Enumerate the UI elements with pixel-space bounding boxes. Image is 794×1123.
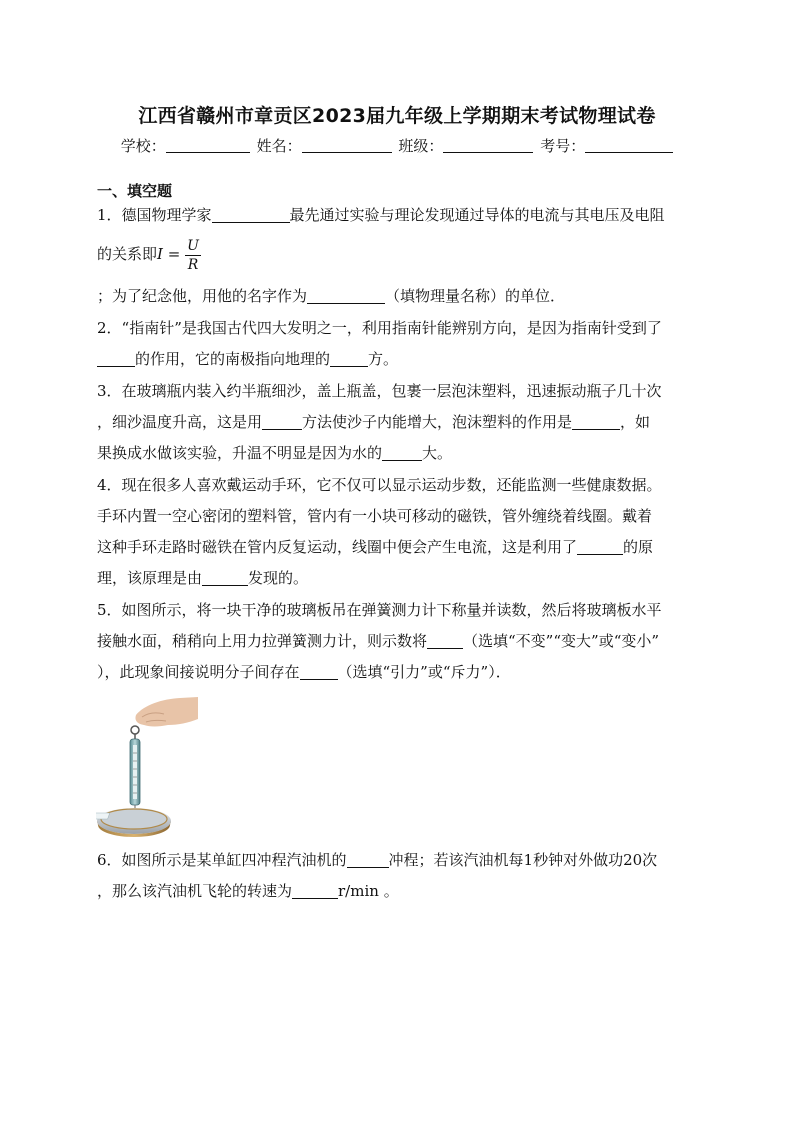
question-3: 3．在玻璃瓶内装入约半瓶细沙，盖上瓶盖，包裹一层泡沫塑料，迅速振动瓶子几十次 ，细沙温度升高，这是用 方法使沙子内能增大，泡沫塑料的作用是 ，如 果换成水做该实验，升温不明显是因为水的 大。: [97, 382, 662, 462]
question-1: 1．德国物理学家 最先通过实验与理论发现通过导体的电流与其电压及电阻 的关系即I = $\frac{U}{R}$ ；为了纪念他，用他的名字作为 （填物理量名称）的单位．: [97, 206, 665, 305]
q2-blank-1[interactable]: [97, 350, 135, 367]
q3-blank-2[interactable]: [572, 413, 620, 430]
q1-blank-1[interactable]: [212, 206, 290, 223]
spring-scale-figure: [96, 697, 198, 839]
q6-blank-1[interactable]: [347, 851, 389, 868]
q3-blank-1[interactable]: [262, 413, 302, 430]
page-title: 江西省赣州市章贡区2023届九年级上学期期末考试物理试卷: [138, 105, 656, 127]
class-blank[interactable]: [443, 138, 533, 153]
name-field: 姓名：: [257, 135, 392, 156]
q1-blank-2[interactable]: [307, 287, 385, 304]
question-4: 4．现在很多人喜欢戴运动手环，它不仅可以显示运动步数，还能监测一些健康数据。 手环内置一空心密闭的塑料管，管内有一小块可移动的磁铁，管外缠绕着线圈。戴着 这种手环走路时磁铁在管内反复运动，线圈中便会产生电流，这是利用了 的原 理，该原理是由 发现的。: [97, 476, 662, 587]
student-info-row: [0, 135, 794, 156]
class-field: 班级：: [398, 135, 533, 156]
question-2: 2．“指南针”是我国古代四大发明之一，利用指南针能辨别方向，是因为指南针受到了 的作用，它的南极指向地理的 方。: [97, 319, 662, 368]
q4-blank-1[interactable]: [577, 538, 623, 555]
school-field: 学校：: [121, 135, 250, 156]
school-blank[interactable]: [166, 138, 250, 153]
exam-number-blank[interactable]: [585, 138, 673, 153]
q3-blank-3[interactable]: [382, 444, 422, 461]
formula-lhs: I =: [157, 245, 181, 263]
glass-plate: [96, 813, 110, 819]
exam-number-field: 考号：: [540, 135, 673, 156]
q4-blank-2[interactable]: [202, 569, 248, 586]
q5-blank-2[interactable]: [300, 663, 338, 680]
q5-blank-1[interactable]: [427, 632, 463, 649]
q2-blank-2[interactable]: [330, 350, 368, 367]
section-heading: 一、填空题: [97, 182, 173, 200]
question-5: 5．如图所示，将一块干净的玻璃板吊在弹簧测力计下称量并读数，然后将玻璃板水平 接触水面，稍稍向上用力拉弹簧测力计，则示数将 （选填“不变”“变大”或“变小” ），此现象间接说明分子间存在 （选填“引力”或“斥力”）．: [97, 601, 662, 681]
q6-blank-2[interactable]: [292, 882, 338, 899]
question-6: 6．如图所示是某单缸四冲程汽油机的 冲程；若该汽油机每1秒钟对外做功20次 ，那么该汽油机飞轮的转速为 r/min 。: [97, 851, 658, 900]
ohms-law-fraction: $\frac{U}{R}$: [187, 237, 199, 273]
name-blank[interactable]: [302, 138, 392, 153]
hand-icon: [135, 697, 198, 727]
